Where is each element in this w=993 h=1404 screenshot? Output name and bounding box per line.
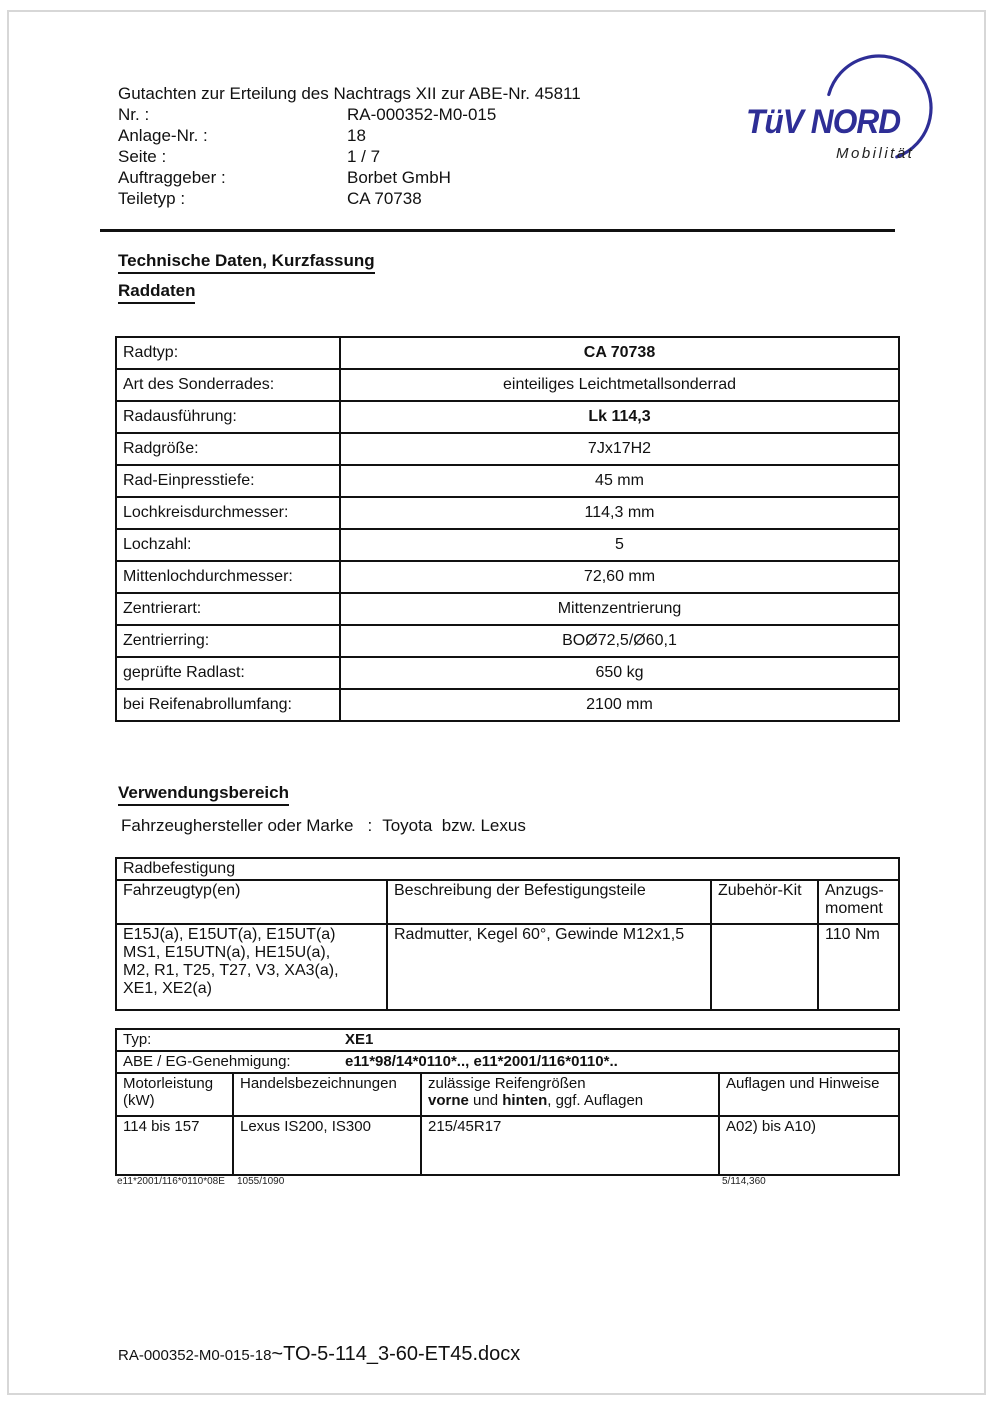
table-row xyxy=(116,337,899,369)
table-row xyxy=(116,497,899,529)
motorleistung-cell: 114 bis 157 xyxy=(116,1116,233,1175)
logo-tagline: Mobilität xyxy=(836,145,915,162)
auflagen-cell: A02) bis A10) xyxy=(719,1116,899,1175)
row-label: Radausführung: xyxy=(116,401,340,433)
row-value: Mittenzentrierung xyxy=(340,593,899,625)
table-row xyxy=(116,1116,899,1175)
column-header: Auflagen und Hinweise xyxy=(719,1073,899,1116)
row-value: einteiliges Leichtmetallsonderrad xyxy=(340,369,899,401)
column-header: Fahrzeugtyp(en) xyxy=(116,880,387,924)
typ-label: Typ: xyxy=(123,1031,152,1048)
row-value: 72,60 mm xyxy=(340,561,899,593)
abe-value: e11*98/14*0110*.., e11*2001/116*0110*.. xyxy=(345,1053,618,1070)
page-footer xyxy=(118,1343,520,1366)
row-label: bei Reifenabrollumfang: xyxy=(116,689,340,721)
beschreibung-cell: Radmutter, Kegel 60°, Gewinde M12x1,5 xyxy=(387,924,711,1010)
abe-label: ABE / EG-Genehmigung: xyxy=(123,1053,291,1070)
logo-brand-text: TüV NORD xyxy=(746,103,901,141)
column-header: zulässige Reifengrößen vorne und hinten, ggf. Auflagen xyxy=(421,1073,719,1116)
hersteller-value: Toyota bzw. Lexus xyxy=(382,816,526,835)
row-value: 114,3 mm xyxy=(340,497,899,529)
column-header: Handelsbezeichnungen xyxy=(233,1073,421,1116)
row-value: Lk 114,3 xyxy=(340,401,899,433)
table-row xyxy=(116,433,899,465)
header-field-auftraggeber xyxy=(118,167,678,188)
hersteller-colon: : xyxy=(367,816,373,835)
section-heading-technische-daten: Technische Daten, Kurzfassung xyxy=(118,251,375,274)
typ-value: XE1 xyxy=(345,1031,374,1048)
table-footnote xyxy=(115,1176,898,1190)
typ-row xyxy=(116,1029,899,1051)
table-row xyxy=(116,561,899,593)
row-label: Zentrierart: xyxy=(116,593,340,625)
footnote-lochkreis: 5/114,360 xyxy=(722,1176,766,1187)
zubehoer-kit-cell xyxy=(711,924,818,1010)
column-header: Beschreibung der Befestigungsteile xyxy=(387,880,711,924)
abe-row xyxy=(116,1051,899,1073)
section-heading-raddaten: Raddaten xyxy=(118,281,195,304)
header-field-nr xyxy=(118,104,678,125)
table-title-row xyxy=(116,858,899,880)
document-title: Gutachten zur Erteilung des Nachtrags XII zur ABE-Nr. 45811 xyxy=(118,84,581,103)
field-value: Borbet GmbH xyxy=(347,168,451,187)
row-label: Lochkreisdurchmesser: xyxy=(116,497,340,529)
field-value: 1 / 7 xyxy=(347,147,381,166)
hersteller-label: Fahrzeughersteller oder Marke xyxy=(121,816,354,835)
row-value: 45 mm xyxy=(340,465,899,497)
header-field-anlage xyxy=(118,125,678,146)
abe-cell xyxy=(116,1051,899,1073)
table-row xyxy=(116,465,899,497)
row-label: Mittenlochdurchmesser: xyxy=(116,561,340,593)
header-field-teiletyp xyxy=(118,188,678,209)
table-row xyxy=(116,593,899,625)
typ-table xyxy=(115,1028,900,1176)
row-value: 2100 mm xyxy=(340,689,899,721)
table-header-row xyxy=(116,1073,899,1116)
table-row xyxy=(116,529,899,561)
row-label: Zentrierring: xyxy=(116,625,340,657)
field-label: Seite : xyxy=(118,147,167,166)
header-divider-rule xyxy=(100,229,895,232)
row-label: Radgröße: xyxy=(116,433,340,465)
footer-file-name: ~TO-5-114_3-60-ET45.docx xyxy=(271,1343,521,1365)
footnote-genehmigung: e11*2001/116*0110*08E xyxy=(117,1176,225,1187)
field-label: Teiletyp : xyxy=(118,189,186,208)
anzugsmoment-cell: 110 Nm xyxy=(818,924,899,1010)
reifengroessen-cell: 215/45R17 xyxy=(421,1116,719,1175)
row-label: Lochzahl: xyxy=(116,529,340,561)
table-row xyxy=(116,924,899,1010)
table-row xyxy=(116,625,899,657)
typ-cell xyxy=(116,1029,899,1051)
row-label: Art des Sonderrades: xyxy=(116,369,340,401)
column-header: Anzugs- moment xyxy=(818,880,899,924)
field-value: 18 xyxy=(347,126,366,145)
table-row xyxy=(116,401,899,433)
section-heading-verwendungsbereich: Verwendungsbereich xyxy=(118,783,289,806)
header-field-seite xyxy=(118,146,678,167)
table-header-row xyxy=(116,880,899,924)
row-label: Rad-Einpresstiefe: xyxy=(116,465,340,497)
field-label: Anlage-Nr. : xyxy=(118,126,208,145)
radbefestigung-table xyxy=(115,857,900,1011)
footnote-code: 1055/1090 xyxy=(237,1176,285,1187)
handelsbezeichnungen-cell: Lexus IS200, IS300 xyxy=(233,1116,421,1175)
row-value: BOØ72,5/Ø60,1 xyxy=(340,625,899,657)
fahrzeugtypen-cell: E15J(a), E15UT(a), E15UT(a) MS1, E15UTN(a), HE15U(a), M2, R1, T25, T27, V3, XA3(a), XE1, XE2(a) xyxy=(116,924,387,1010)
footer-doc-ref: RA-000352-M0-015-18 xyxy=(118,1347,272,1364)
row-value: 5 xyxy=(340,529,899,561)
raddaten-table xyxy=(115,336,900,722)
table-row xyxy=(116,657,899,689)
document-header xyxy=(118,83,678,209)
field-value: CA 70738 xyxy=(347,189,422,208)
field-label: Nr. : xyxy=(118,105,150,124)
field-value: RA-000352-M0-015 xyxy=(347,105,497,124)
table-row xyxy=(116,689,899,721)
row-value: CA 70738 xyxy=(340,337,899,369)
field-label: Auftraggeber : xyxy=(118,168,226,187)
column-header: Motorleistung (kW) xyxy=(116,1073,233,1116)
row-value: 7Jx17H2 xyxy=(340,433,899,465)
row-value: 650 kg xyxy=(340,657,899,689)
table-row xyxy=(116,369,899,401)
row-label: geprüfte Radlast: xyxy=(116,657,340,689)
table-title: Radbefestigung xyxy=(116,858,899,880)
hersteller-line xyxy=(121,816,526,836)
column-header: Zubehör-Kit xyxy=(711,880,818,924)
tuv-nord-logo xyxy=(744,50,944,172)
row-label: Radtyp: xyxy=(116,337,340,369)
